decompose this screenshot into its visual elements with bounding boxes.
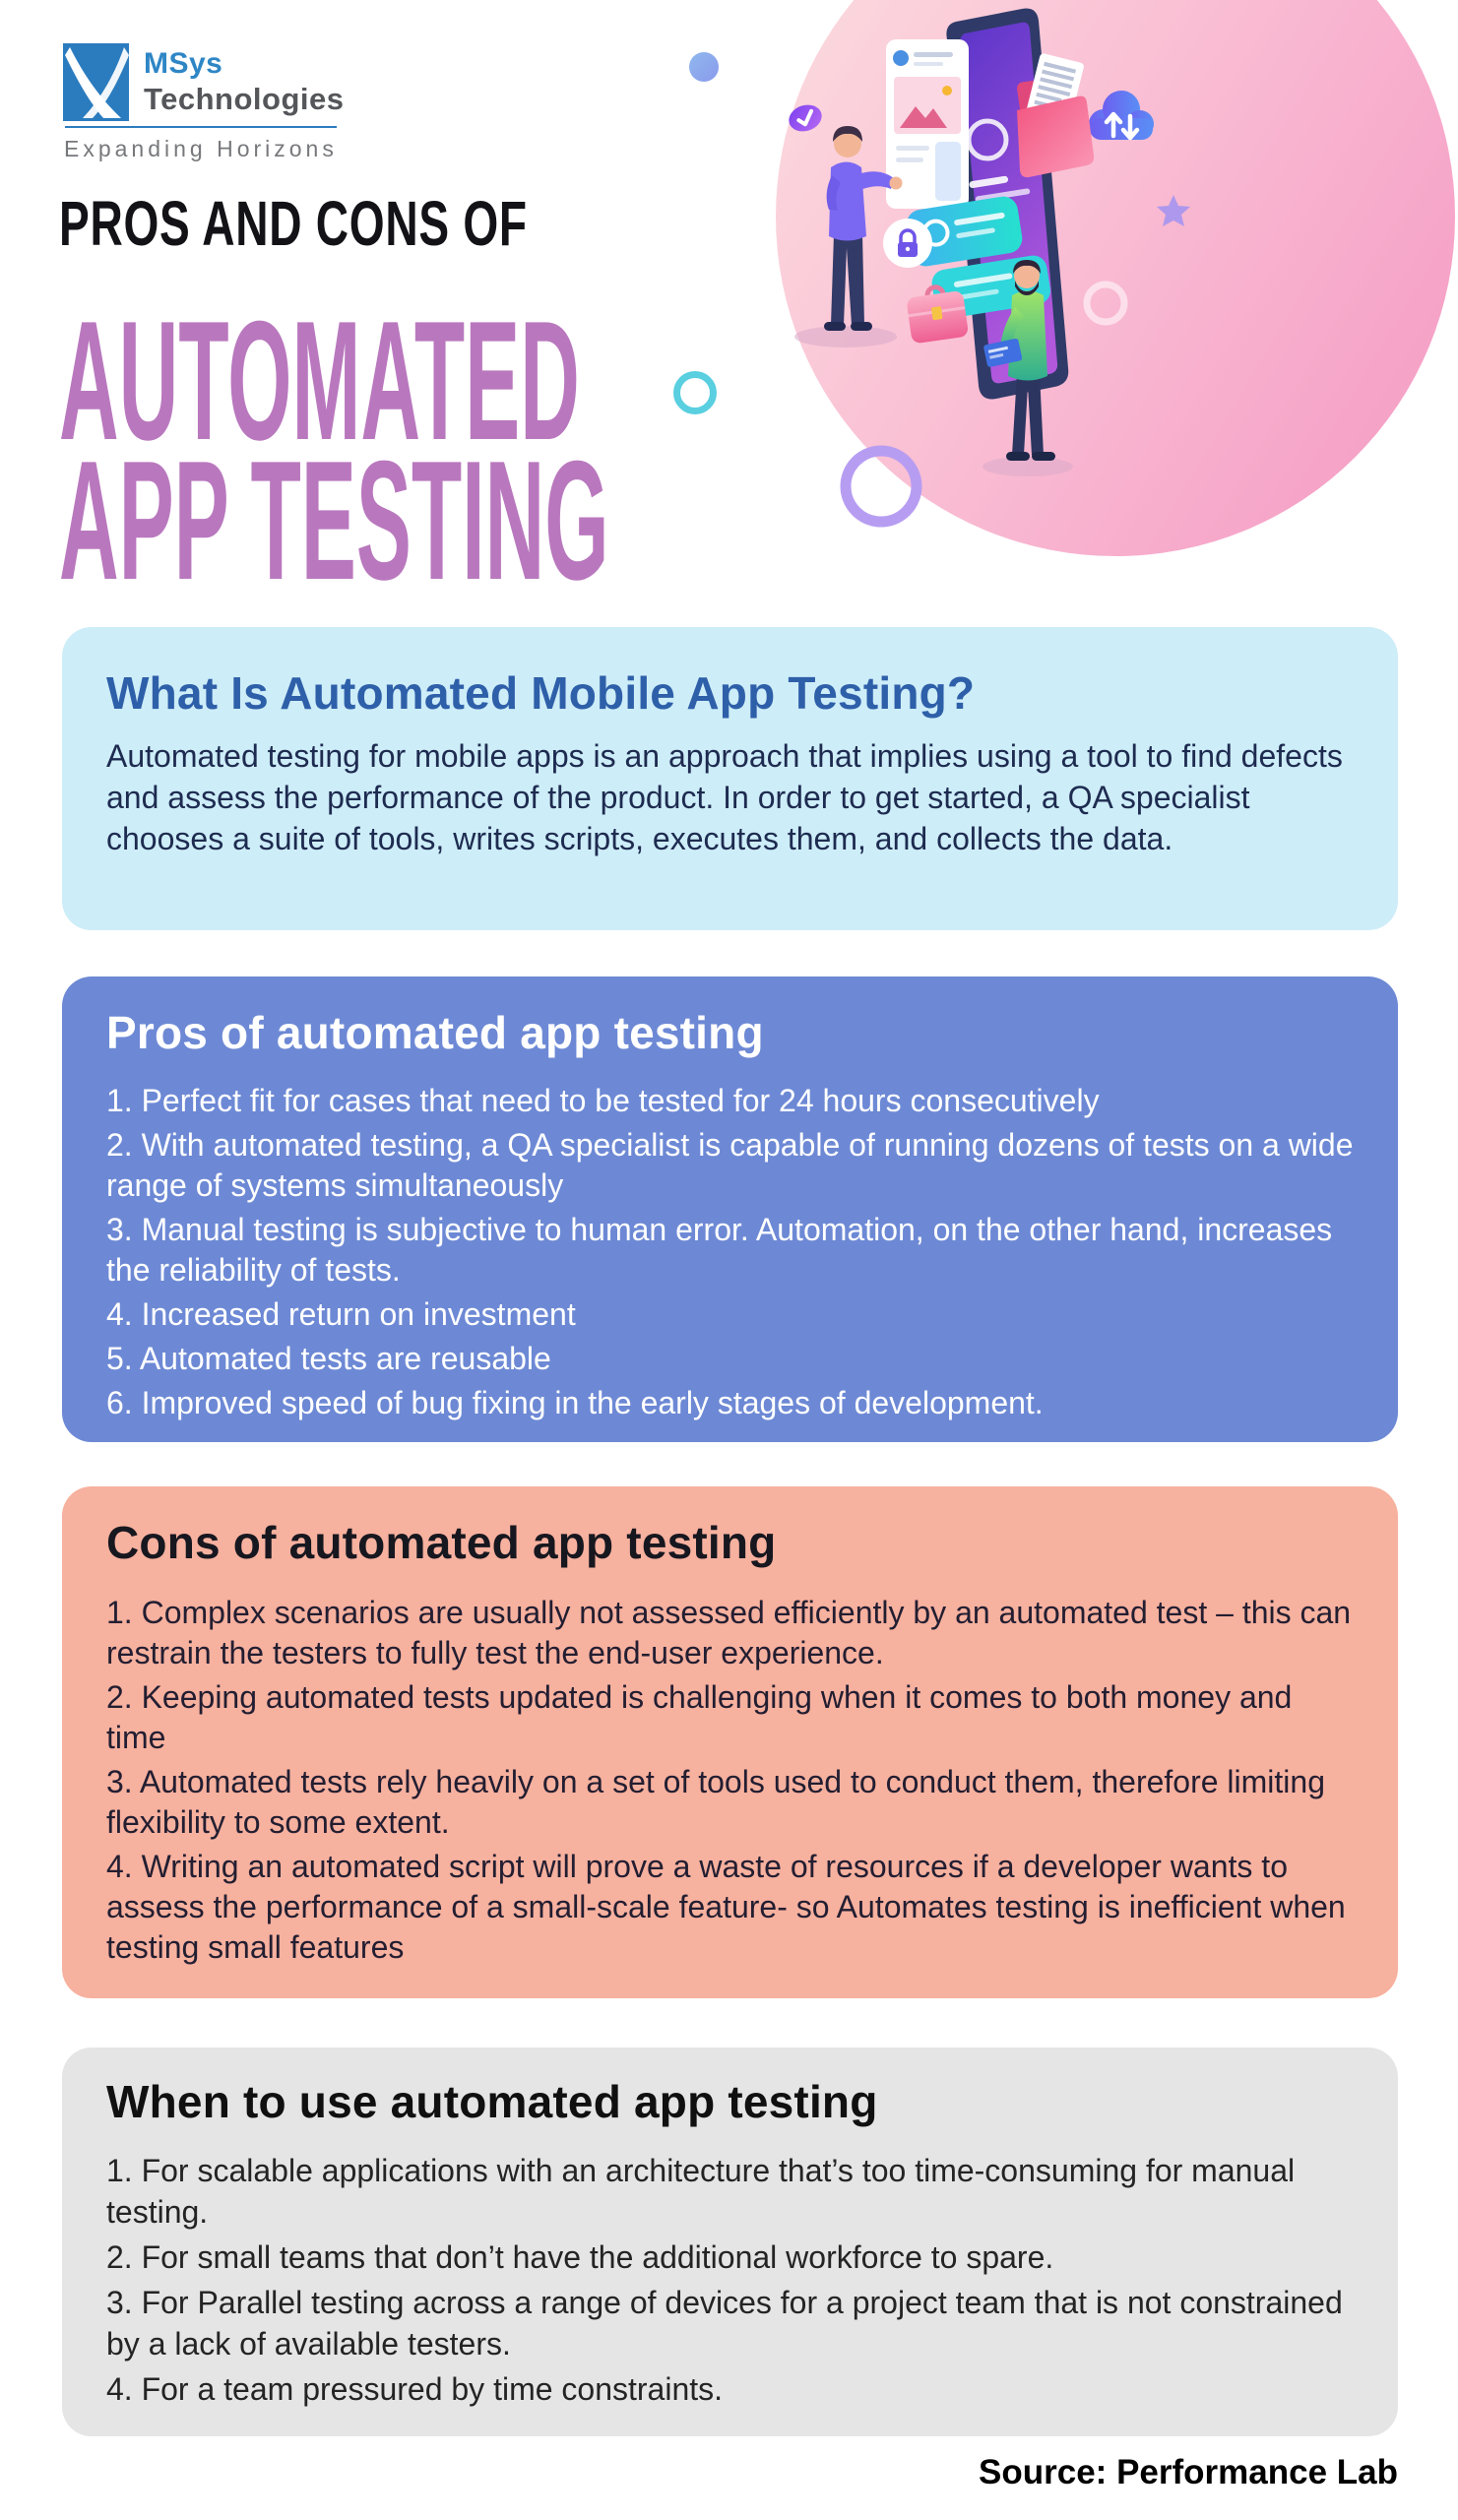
brand-tagline: Expanding Horizons [64, 136, 338, 161]
list-item: 5. Automated tests are reusable [106, 1341, 551, 1376]
list-item: 3. Manual testing is subjective to human error. Automation, on the other hand, increases the reliability of tests. [106, 1212, 1333, 1288]
lock-icon [883, 219, 932, 268]
title-line-2: APP TESTING [59, 424, 609, 615]
list-item: 1. For scalable applications with an architecture that’s too time-consuming for manual testing. [106, 2153, 1296, 2230]
section-pros-heading: Pros of automated app testing [106, 1007, 764, 1058]
section-when-card [62, 2048, 1398, 2436]
logo-swoosh-icon [63, 43, 129, 121]
list-item: 2. For small teams that don’t have the additional workforce to spare. [106, 2239, 1054, 2275]
hero-circle-bg [776, 0, 1455, 556]
section-what-card [62, 627, 1398, 930]
brand-name-line1: MSys [144, 47, 223, 80]
section-when-heading: When to use automated app testing [106, 2076, 878, 2127]
section-pros-card [62, 976, 1398, 1442]
list-item: 3. Automated tests rely heavily on a set of tools used to conduct them, therefore limiting flexibility to some extent. [106, 1764, 1325, 1840]
when-list [106, 2150, 1354, 2410]
logo-divider [65, 126, 337, 128]
section-what-body: Automated testing for mobile apps is an approach that implies using a tool to find defects and assess the performance of the product. In order to get started, a QA specialist chooses a suite of tools, writes scripts, executes them, and collects the data. [106, 738, 1343, 856]
list-item: 3. For Parallel testing across a range of devices for a project team that is not constrained by a lack of available testers. [106, 2285, 1343, 2362]
list-item: 6. Improved speed of bug fixing in the early stages of development. [106, 1385, 1044, 1420]
list-item: 2. Keeping automated tests updated is challenging when it comes to both money and time [106, 1679, 1293, 1755]
list-item: 2. With automated testing, a QA specialist is capable of running dozens of tests on a wide range of systems simultaneously [106, 1127, 1354, 1203]
brand-name [144, 49, 345, 114]
list-item: 4. For a team pressured by time constraints. [106, 2371, 724, 2407]
pros-list [106, 1081, 1354, 1423]
list-item: 1. Perfect fit for cases that need to be tested for 24 hours consecutively [106, 1083, 1100, 1118]
decor-dot-icon [689, 52, 719, 82]
section-what-heading: What Is Automated Mobile App Testing? [106, 667, 976, 719]
decor-ring-icon [673, 371, 717, 414]
list-item: 1. Complex scenarios are usually not assessed efficiently by an automated test – this can restrain the testers to fully test the end-user experience. [106, 1595, 1352, 1670]
logo-mark-icon [63, 43, 129, 121]
brand-name-line2: Technologies [144, 82, 345, 116]
section-cons-card [62, 1486, 1398, 1998]
title-kicker: PROS AND CONS OF [59, 188, 528, 259]
list-item: 4. Increased return on investment [106, 1296, 576, 1332]
cons-list [106, 1593, 1354, 1968]
title-line-1: AUTOMATED [59, 284, 580, 475]
list-item: 4. Writing an automated script will prove a waste of resources if a developer wants to assess the performance of a small-scale feature- so Automates testing is inefficient when testing small features [106, 1849, 1346, 1965]
brand-logo [63, 43, 417, 171]
source-credit: Source: Performance Lab [979, 2453, 1398, 2491]
section-cons-heading: Cons of automated app testing [106, 1517, 777, 1568]
hero-illustration [729, 0, 1458, 566]
